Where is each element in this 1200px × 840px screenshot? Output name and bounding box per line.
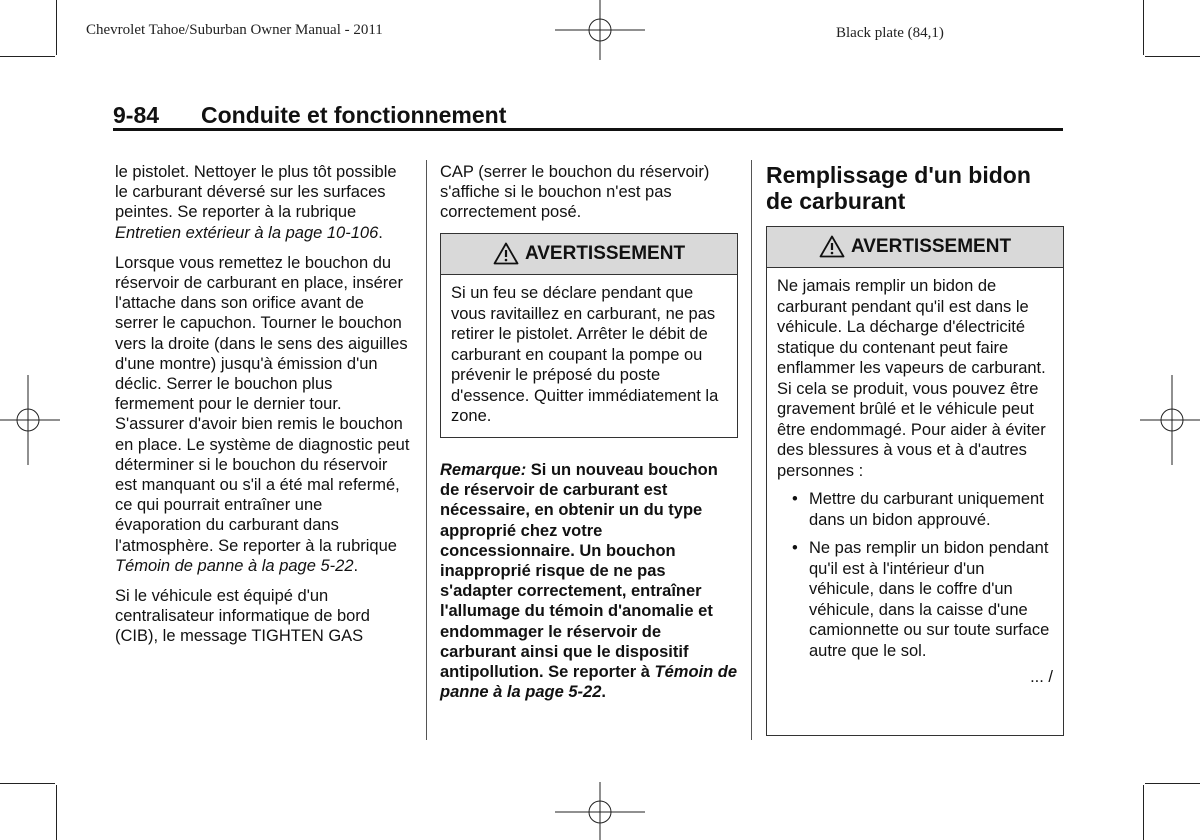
warning-title: AVERTISSEMENT — [850, 236, 1012, 257]
page-number: 9-84 — [113, 102, 160, 128]
registration-mark-left — [0, 375, 60, 465]
cross-reference: Témoin de panne à la page 5‑22 — [440, 663, 738, 702]
warning-text: Ne jamais remplir un bidon de carburant pendant qu'il est dans le véhicule. La décharge d'électricité statique du contenant peut faire enflammer les vapeurs de carburant. Si cela se produit, vous pouvez être gravement brûlé et le véhicule peut être endommagé. Pour aider à éviter des blessures à vous et à d'autres personnes : — [777, 277, 1046, 480]
column-2 — [440, 162, 738, 233]
warning-triangle-icon — [819, 235, 845, 258]
crop-mark — [1143, 0, 1144, 55]
warning-header — [767, 227, 1063, 268]
paragraph: Si le véhicule est équipé d'un centralisateur informatique de bord (CIB), le message TIGHTEN GAS — [115, 587, 370, 646]
bullet-list — [777, 489, 1053, 661]
warning-box — [766, 226, 1064, 736]
crop-mark — [1145, 56, 1200, 57]
crop-mark — [56, 0, 57, 55]
chapter-title: Conduite et fonctionnement — [201, 102, 507, 128]
note-label: Remarque: — [440, 461, 527, 479]
list-item: • Mettre du carburant uniquement dans un bidon approuvé. — [777, 489, 1053, 530]
warning-title: AVERTISSEMENT — [524, 243, 686, 264]
list-item: • Ne pas remplir un bidon pendant qu'il est à l'intérieur d'un véhicule, dans le coffre d'un véhicule, dans la caisse d'une camionnette ou sur toute surface autre que le sol. — [777, 538, 1053, 661]
cross-reference: Témoin de panne à la page 5‑22 — [115, 556, 354, 575]
column-divider — [426, 160, 427, 740]
warning-header — [441, 234, 737, 275]
crop-mark — [0, 783, 55, 784]
warning-triangle-icon — [493, 242, 519, 265]
warning-content — [767, 268, 1063, 696]
paragraph: le pistolet. Nettoyer le plus tôt possible le carburant déversé sur les surfaces peintes. Se reporter à la rubrique Entretien extérieur à la page 10‑106. — [115, 163, 397, 242]
paragraph: Lorsque vous remettez le bouchon du réservoir de carburant en place, insérer l'attache dans son orifice avant de serrer le capuchon. Tourner le bouchon vers la droite (dans le sens des aiguilles d'une montre) jusqu'à émission d'un déclic. Serrer le bouchon plus fermement pour le dernier tour. S'assurer d'avoir bien remis le bouchon en place. Le système de diagnostic peut déterminer si le bouchon du réservoir est manquant ou s'il a été mal refermé, ce qui pourrait entraîner une évaporation du carburant dans l'atmosphère. Se reporter à la rubrique Témoin de panne à la page 5‑22. — [115, 253, 410, 575]
column-divider — [751, 160, 752, 740]
crop-mark — [0, 56, 55, 57]
warning-box — [440, 233, 738, 438]
print-header-left: Chevrolet Tahoe/Suburban Owner Manual - 2011 — [86, 22, 383, 38]
note-block: Remarque: Si un nouveau bouchon de réservoir de carburant est nécessaire, en obtenir un du type approprié chez votre concessionnaire. Un bouchon inapproprié risque de ne pas s'adapter correctement, entraîner l'allumage du témoin d'anomalie et endommager le réservoir de carburant ainsi que le dispositif antipollution. Se reporter à Témoin de panne à la page 5‑22. — [440, 461, 738, 702]
crop-mark — [56, 785, 57, 840]
registration-mark-right — [1140, 375, 1200, 465]
crop-mark — [1143, 785, 1144, 840]
header-rule — [113, 128, 1063, 131]
registration-mark-bottom — [555, 782, 645, 840]
print-header-right: Black plate (84,1) — [836, 25, 944, 41]
continued-marker: ... / — [1030, 668, 1053, 686]
column-1 — [115, 162, 410, 657]
section-title: Remplissage d'un bidon de carburant — [766, 162, 1031, 214]
paragraph: CAP (serrer le bouchon du réservoir) s'affiche si le bouchon n'est pas correctement posé. — [440, 163, 710, 222]
cross-reference: Entretien extérieur à la page 10‑106 — [115, 223, 379, 242]
crop-mark — [1145, 783, 1200, 784]
registration-mark-top — [555, 0, 645, 60]
warning-text: Si un feu se déclare pendant que vous ravitaillez en carburant, ne pas retirer le pistolet. Arrêter le débit de carburant en coupant la pompe ou prévenir le préposé du poste d'essence. Quitter immédiatement la zone. — [451, 284, 719, 425]
